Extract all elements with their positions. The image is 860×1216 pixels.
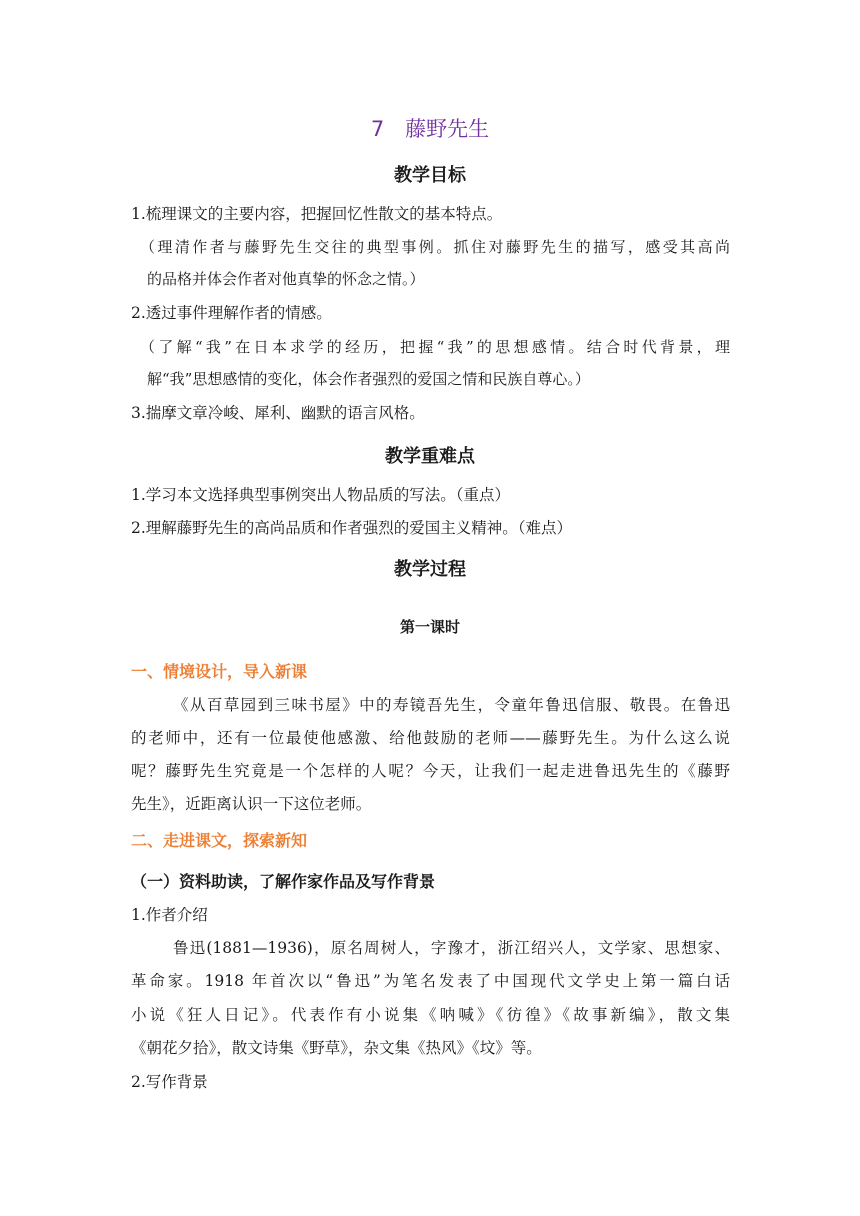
intro-paragraph-line-3: 呢？藤野先生究竟是一个怎样的人呢？今天，让我们一起走进鲁迅先生的《藤野 [131, 762, 730, 780]
author-bio-line-2: 革命家。1918 年首次以“鲁迅”为笔名发表了中国现代文学史上第一篇白话 [131, 972, 730, 990]
lesson-title: 7 藤野先生 [370, 117, 490, 141]
objective-item-1-note-line-1: （理清作者与藤野先生交往的典型事例。抓住对藤野先生的描写，感受其高尚 [140, 238, 730, 256]
section-2-heading: 二、走进课文，探索新知 [131, 831, 308, 850]
subsection-1-heading: （一）资料助读，了解作家作品及写作背景 [131, 872, 436, 891]
key-points-heading: 教学重难点 [385, 446, 475, 467]
key-point-item-2: 2.理解藤野先生的高尚品质和作者强烈的爱国主义精神。（难点） [131, 519, 573, 537]
intro-paragraph-line-4: 先生》，近距离认识一下这位老师。 [131, 795, 372, 813]
lesson-period: 第一课时 [399, 618, 460, 636]
objective-item-2-note-line-2: 解“我”思想感情的变化，体会作者强烈的爱国之情和民族自尊心。） [147, 370, 590, 388]
author-intro-label: 1.作者介绍 [131, 906, 208, 924]
key-point-item-1: 1.学习本文选择典型事例突出人物品质的写法。（重点） [131, 486, 511, 504]
objective-item-2: 2.透过事件理解作者的情感。 [131, 304, 332, 322]
intro-paragraph-line-2: 的老师中，还有一位最使他感激、给他鼓励的老师——藤野先生。为什么这么说 [131, 729, 730, 747]
author-bio-line-3: 小说《狂人日记》。代表作有小说集《呐喊》《彷徨》《故事新编》，散文集 [131, 1006, 730, 1024]
author-bio-line-1: 鲁迅(1881—1936)，原名周树人，字豫才，浙江绍兴人，文学家、思想家、 [173, 939, 730, 957]
intro-paragraph-line-1: 《从百草园到三味书屋》中的寿镜吾先生，令童年鲁迅信服、敬畏。在鲁迅 [173, 696, 730, 714]
objective-item-1: 1.梳理课文的主要内容，把握回忆性散文的基本特点。 [131, 205, 503, 223]
objective-item-1-note-line-2: 的品格并体会作者对他真挚的怀念之情。） [147, 270, 425, 288]
section-1-heading: 一、情境设计，导入新课 [131, 662, 308, 681]
objective-item-2-note-line-1: （了解“我”在日本求学的经历，把握“我”的思想感情。结合时代背景，理 [140, 338, 730, 356]
process-heading: 教学过程 [394, 559, 466, 580]
author-bio-line-4: 《朝花夕拾》，散文诗集《野草》，杂文集《热风》《坟》等。 [131, 1039, 542, 1057]
objectives-heading: 教学目标 [394, 165, 466, 186]
objective-item-3: 3.揣摩文章冷峻、犀利、幽默的语言风格。 [131, 404, 425, 422]
writing-background-label: 2.写作背景 [131, 1073, 208, 1091]
